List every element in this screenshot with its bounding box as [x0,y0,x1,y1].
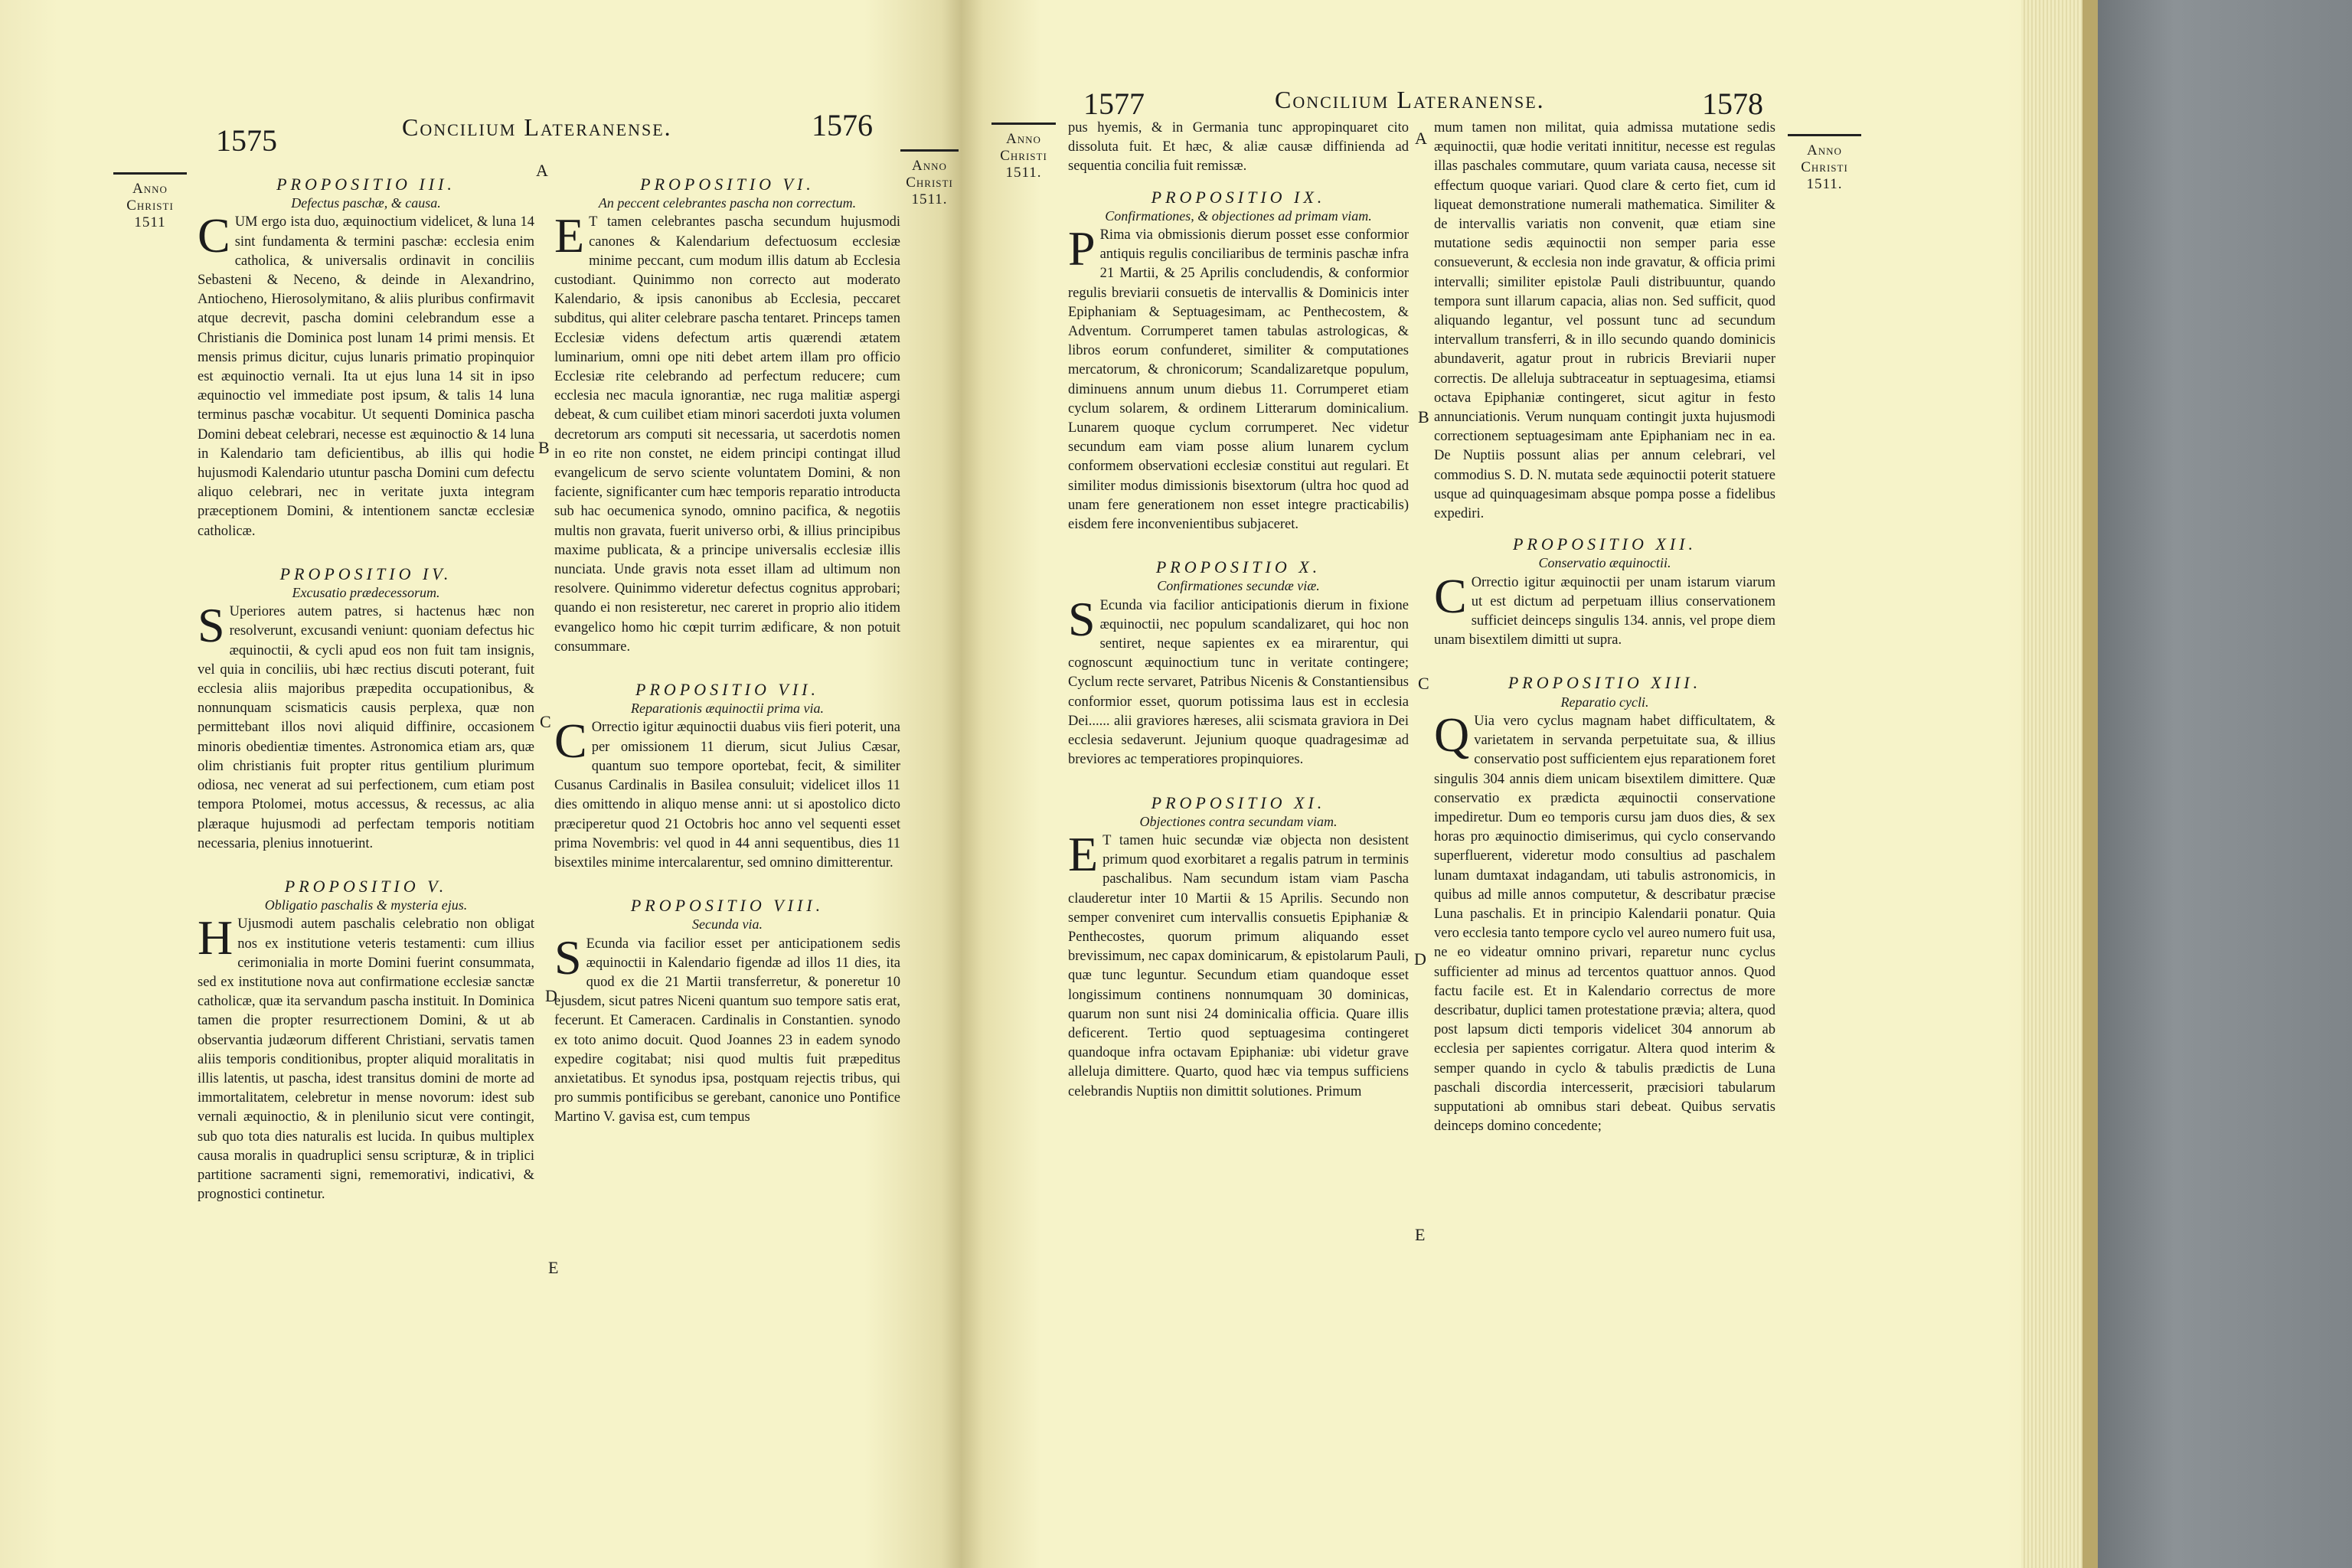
paragraph-gap [1068,770,1409,793]
margin-rule [1788,134,1861,136]
paragraph-text: Uia vero cyclus magnam habet difficultatem, & varietatem in servanda perpetuitate sua, & illius conservatio post sufficientem ejus reparationem foret singulis 304 annis diem unicam bisextilem dimittere. Quæ conservatio ex prædicta æquinoctii conservatione impediretur. Dum eo temporis cursu jam duos dies, & sex horas pro æquinoctio dimiserimus, qui cyclo conservando superfluerent, videretur modo consultius ad paschalem lunam dumtaxat indagandam, uti tabulis astronomicis, in quibus ad mille annos computetur, & describatur præcise Luna paschalis. Et in principio Kalendarii ponatur. Quia vero ecclesia tanto tempore cyclo vel aureo numero fuit usa, ne eo videatur omnino privari, reparetur nunc cyclus sufficienter ad minus ad tercentos quattuor annos. Quod factu facile est. Et in Kalendario correctus de more describatur, duplici tamen protestatione prævia; altera, quod post lapsum dicti temporis videlicet 304 annorum ab ecclesia per sapientes corrigatur. Altera quod interim & semper quando in cyclo & tabulis prædictis de Luna paschali discordia intercesserit, præcisiori tabularum supputationi ab omnibus stari debeat. Quibus servatis deinceps domino concedente; [1434,713,1775,1135]
drop-capital: P [1068,221,1096,276]
text-column-left [1068,119,1409,1493]
folio-number: 1575 [216,123,277,158]
body-paragraph [554,208,900,657]
proposition-heading: PROPOSITIO X. [1155,557,1321,577]
body-paragraph [1434,568,1775,651]
section-mark: E [1415,1225,1426,1244]
section-mark: D [1414,949,1426,969]
margin-word: Christi [1000,148,1047,164]
margin-note [1788,134,1861,193]
proposition-subtitle: Reparatio cycli. [1560,694,1649,710]
proposition-subtitle: Conservatio æquinoctii. [1538,555,1671,571]
paragraph-text: Ecunda via facilior anticipationis dierum in fixione æquinoctii, nec populum scandalizaret, qui hoc non sentiret, neque sapientes ex ea mirarentur, qui cognoscunt æquinoctium tunc in veritate contingere; Cyclum recte servaret, Patribus Nicenis & Constantiensibus conformior esset, quorum potissima laus est in ecclesia Dei...... alii graviores hæreses, alii scismata graviora in Dei ecclesia sedaverunt. Jejunium quoque quadragesimæ ad breviores ac temperatiores propinquiores. [1068,597,1409,768]
section-mark: A [536,161,548,180]
paragraph-gap [554,657,900,680]
drop-capital: E [554,208,585,263]
section-mark: C [1418,674,1429,693]
page-edges [2021,0,2090,1568]
margin-rule [991,122,1056,125]
paragraph-gap [1068,534,1409,557]
margin-word: 1511. [1806,176,1843,192]
text-column-right [554,175,900,1468]
body-paragraph [1068,591,1409,770]
proposition-heading: PROPOSITIO III. [276,175,456,194]
paragraph-gap [198,1204,534,1227]
drop-capital: C [198,208,230,263]
body-paragraph [1068,221,1409,534]
drop-capital: S [1068,591,1096,646]
paragraph-gap [198,541,534,564]
proposition-subtitle: Confirmationes, & objectiones ad primam viam. [1105,207,1372,224]
paragraph-text: T tamen celebrantes pascha secundum hujusmodi canones & Kalendarium defectuosum ecclesiæ minime peccant, cum modum illis datum ab Ecclesia custodiant. Quinimmo non correcto aut moderato Kalendario, & ipsis canonibus ab Ecclesia, peccaret subditus, qui aliter celebrare pascha tentaret. Princeps tamen Ecclesiæ videns defectum artis quærendi ætatem luminarium, omni ope niti debet artem illam pro officio Ecclesiæ rite celebrando ad perfectum reducere; cum ecclesia nec macula ignorantiæ, nec ruga malitiæ aspergi debeat, & cum cuilibet etiam minori sacerdoti juxta volumen decretorum ars computi sit necessaria, ut sacerdotis nomen in eo rite non constet, ne eidem principi contingat illud evangelicum de servo sciente voluntatem Domini, & non faciente, significanter cum hæc temporis reparatio introducta sub hac oecumenica synodo, omnino pacifica, & negotiis multis non gravata, fuerit universo orbi, & illius principibus maxime publicata, & a principe universalis ecclesiæ illis nunciata. Unde gravis nota esset illam ad ultimum non resolvere. Quinimmo videretur defectus cognitus approbari; quando ei non resisteretur, nec careret in proprio alio itidem evangelico homo hic cœpit turrim ædificare, & non potuit consummare. [554,214,900,655]
margin-word: Anno [1807,142,1842,158]
proposition-heading: PROPOSITIO IV. [279,564,452,583]
drop-capital: C [1434,568,1467,623]
continued-text: mum tamen non militat, quia admissa mutatione sedis æquinoctii, quæ hodie veritati innititur, necesse est regulas illas paschales commutare, quum variata causa, necesse sit effectum quoque variari. Quod clare & certo fiet, cum id liqueat demonstratione numerali mathematica. Similiter & de intervallis variatis non convenit, quæ etiam sine mutatione sedis æquinoctii non semper paria esse consueverunt, & ecclesia non inde gravatur, & officia primi intervalli; similiter epistolæ Pauli distribuuntur, quando tempora sunt illarum capacia, alias non. Sed sufficit, quod aliquando legantur, vel possunt tunc ad secundum intervallum transferri, & in illo secundo quando dominicis abundaverit, agatur prout in rubricis Breviarii nuper correctis. De alleluja subtraceatur in septuagesima, etiamsi octava Epiphaniæ contingeret, sicut agitur in festo annunciationis. Verum nunquam contingit juxta hujusmodi correctionem septuagesimam ante Epiphaniam nec in ea. De Nuptiis possunt alias per annum celebrari, vel commodius S. D. N. mutata sede æquinoctii poterit statuere usque ad quinquagesimam absque pompa posse a fidelibus expediri. [1434,120,1775,522]
proposition-subtitle: An peccent celebrantes pascha non correctum. [598,195,857,211]
drop-capital: E [1068,826,1099,881]
proposition-heading: PROPOSITIO VI. [640,175,815,194]
drop-capital: H [198,910,234,965]
body-paragraph [198,598,534,854]
margin-word: Christi [1801,159,1848,175]
proposition-subtitle: Defectus paschæ, & causa. [291,195,441,211]
section-mark: B [538,438,550,457]
drop-capital: S [198,598,225,653]
text-column-left [198,175,534,1491]
folio-number: 1578 [1702,87,1763,121]
proposition-subtitle: Objectiones contra secundam viam. [1139,813,1338,829]
margin-rule [113,172,187,175]
drop-capital: Q [1434,707,1470,762]
proposition-heading: PROPOSITIO XII. [1513,534,1697,554]
paragraph-text: Orrectio igitur æquinoctii per unam istarum viarum ut est dictum ad perpetuam illius conservationem sufficiet deinceps singulis 134. annis, vel prope diem unam bisextilem dimitti ut supra. [1434,574,1775,648]
proposition-heading: PROPOSITIO VIII. [630,896,825,916]
paragraph-gap [554,1128,900,1151]
proposition-heading: PROPOSITIO IX. [1151,187,1326,207]
body-paragraph [1068,826,1409,1102]
margin-note [113,172,187,231]
margin-word: Christi [126,198,174,214]
proposition-subtitle: Obligatio paschalis & mysteria ejus. [264,897,468,913]
body-paragraph [554,929,900,1128]
margin-word: Anno [1006,131,1041,147]
paragraph-text: T tamen huic secundæ viæ objecta non desistent primum quod exorbitaret a regalis patrum in terminis paschalibus. Nam secundum istam viam Pascha clauderetur inter 10 Martii & 15 Aprilis. Secundo non semper conveniret cum intervallis consuetis Epiphaniæ & Penthecostes, quorum primum aliquando esset brevissimum, nec capax dominicarum, & epistolarum Pauli, quæ tunc leguntur. Secundum etiam quandoque esset longissimum continens nonnumquam 30 dominicas, quarum non sunt nisi 24 dominicalia officia. Quare illis deficerent. Tertio quod septuagesima contingeret quandoque infra octavam Epiphaniæ: ubi videtur grave alleluja dimittere. Quarto, quod hæc via tempus sufficiens celebrandis Nuptiis non dimittit solutiones. Primum [1068,832,1409,1099]
paragraph-text: Orrectio igitur æquinoctii duabus viis fieri poterit, una per omissionem 11 dierum, sicut Julius Cæsar, quantum suo tempore oportebat, fecit, & similiter Cusanus Cardinalis in Basilea consuluit; videlicet illos 11 dies omittendo in aliquo mense anni: ut si apostolico dicto præciperetur quod 21 Octobris hoc anno vel sequenti esset prima Novembris: vel quod in 44 anni sequentibus, dies 11 bisextiles minime intercalarentur, sed omnino dimitterentur. [554,720,900,871]
paragraph-gap [1434,1136,1775,1159]
margin-note [900,149,959,208]
text-column-right [1434,119,1775,1493]
margin-word: Anno [132,181,168,197]
body-paragraph [198,910,534,1204]
proposition-heading: PROPOSITIO V. [284,876,448,896]
proposition-heading: PROPOSITIO XI. [1151,792,1326,812]
margin-word: 1511. [1005,165,1042,181]
section-mark: C [540,712,551,731]
margin-word: Anno [912,158,947,174]
proposition-heading: PROPOSITIO VII. [635,680,819,700]
section-mark: E [548,1258,559,1277]
paragraph-gap [1068,1102,1409,1125]
proposition-heading: PROPOSITIO XIII. [1508,673,1702,693]
margin-word: Christi [906,175,953,191]
proposition-subtitle: Secunda via. [692,916,763,933]
section-mark: A [1415,129,1427,148]
proposition-subtitle: Confirmationes secundæ viæ. [1157,578,1320,594]
book-cover-edge [2082,0,2098,1568]
paragraph-gap [198,854,534,877]
right-page [961,0,2098,1568]
running-head: Concilium Lateranense. [402,113,672,141]
body-paragraph [198,208,534,541]
drop-capital: C [554,714,587,769]
folio-number: 1577 [1083,87,1145,121]
proposition-subtitle: Excusatio prædecessorum. [292,585,440,601]
folio-number: 1576 [812,108,873,142]
paragraph-gap [1434,650,1775,673]
running-head: Concilium Lateranense. [1275,86,1545,113]
continued-text: pus hyemis, & in Germania tunc appropinquaret cito dissoluta fuit. Et hæc, & aliæ causæ diffinienda ad sequentia concilia fuit remissæ. [1068,120,1409,175]
margin-word: 1511 [134,214,166,230]
left-page [0,0,961,1568]
scanner-backdrop [2098,0,2352,1568]
paragraph-text: UM ergo ista duo, æquinoctium videlicet, & luna 14 sint fundamenta & termini paschæ: ecclesia enim catholica, & universalis ordinavit in conciliis Sebasteni & Neceno, & deinde in Alexandrino, Antiocheno, Hierosolymitano, & aliis pluribus confirmavit atque decrevit, pascha domini celebrandum esse a Christianis die Dominica post lunam 14 primi mensis. Et mensis primus dicitur, cujus lunaris primatio propinquior est æquinoctio vernali. Ita ut ejus luna 14 sit in ipso æquinoctio vel immediate post ipsum, & talis 14 luna terminus paschæ vocabitur. Ut sequenti Dominica pascha Domini debeat celebrari, necesse est æquinoctio & 14 luna in Kalendario tam deficientibus, ab illis qui hodie hujusmodi Kalendario utuntur pascha Domini cum defectu aliquo celebrari, nec in veritate juxta integram præceptionem Domini, & intentionem sanctæ ecclesiæ catholicæ. [198,214,534,539]
drop-capital: S [554,929,582,985]
margin-word: 1511. [911,191,948,207]
section-mark: D [545,986,557,1005]
section-mark: B [1418,407,1429,426]
paragraph-text: Ujusmodi autem paschalis celebratio non obligat nos ex institutione veteris testamenti: cum illius cerimonialia in morte Domini fuerint consummata, sed ex institutione nova aut confirmatione ecclesiæ sanctæ catholicæ, quæ ita servandum pascha instituit. In Dominica tamen die propter resurrectionem Domini, & ut ab observantia judæorum different Christiani, servatis tamen aliis temporis conditionibus, propter aliquid moralitatis in illis latentis, ut pascha, idest transitus domini de morte ad immortalitatem, celebretur in mense novorum: idest sub vernali æquinoctio, & in plenilunio sicut vere contingit, sub quo tota dies naturalis est lucida. In quibus multiplex causa moralis in quadruplici sensu scripturæ, & in triplici partitione sacramenti signi, rememorativi, indicativi, & prognostici continetur. [198,916,534,1203]
paragraph-text: Rima via obmissionis dierum posset esse conformior antiquis regulis conciliaribus de terminis paschæ infra 21 Martii, & 25 Aprilis concludendis, & conformior regulis breviarii consuetis de intervallis & Dominicis inter Epiphaniam & Septuagesimam, ac Penthecostem, & Adventum. Corrumperet tamen tabulas astrologicas, & libros eorum confunderet, similiter & computationes mercatorum, & chronicorum; Scandalizaretque populum, diminuens annum unum diebus 11. Corrumperet etiam cyclum solarem, & ordinem Litterarum dominicalium. Lunarem quoque cyclum corrumperet. Nec videtur secundum eam viam posse alium lunarem cyclum conformem observationi ecclesiæ constitui aut regulari. Et similiter modus dimissionis bisextorum (ultra hoc quod ad unam fere generationem non esset integre practicabilis) eisdem fere inconvenientibus subjaceret. [1068,227,1409,533]
margin-rule [900,149,959,152]
proposition-subtitle: Reparationis æquinoctii prima via. [631,701,824,717]
body-paragraph [554,714,900,873]
margin-note [991,122,1056,181]
paragraph-text: Ecunda via facilior esset per anticipationem sedis æquinoctii in Kalendario figendæ ad illos 11 dies, ita quod ex die 21 Martii transferretur, & poneretur 10 ejusdem, sicut patres Niceni quantum suo tempore satis erat, fecerunt. Et Cameracen. Cardinalis in Constantien. synodo ex toto animo docuit. Quod Joannes 23 in eadem synodo expedire cogitabat; nisi quod multis fuit præpeditus anxietatibus. Et synodus ipsa, postquam rejectis tribus, qui pro summis pontificibus se gerebant, canonice uno Pontifice Martino V. gavisa est, cum tempus [554,936,900,1125]
body-paragraph [1434,707,1775,1136]
paragraph-gap [554,873,900,896]
paragraph-text: Uperiores autem patres, si hactenus hæc non resolverunt, excusandi veniunt: quoniam defectus hic æquinoctii, & cycli apud eos non fuit tam insignis, vel quia in conciliis, ubi hæc rectius discuti poterant, fuit ecclesia aliis majoribus præpedita occupationibus, & nonnunquam scismaticis causis perplexa, quæ non permittebant illos novi aliquid diffinire, occasionem minoris obedientiæ timentes. Astronomica etiam ars, quæ olim christianis fuit propter ritus gentilium plurimum odiosa, nec venerat ad sui perfectionem, cum etiam post tempora Ptolomei, motus accessus, & recessus, ac alia plæraque hujusmodi ad perfectam temporis notitiam necessaria, plenius innotuerint. [198,604,534,851]
